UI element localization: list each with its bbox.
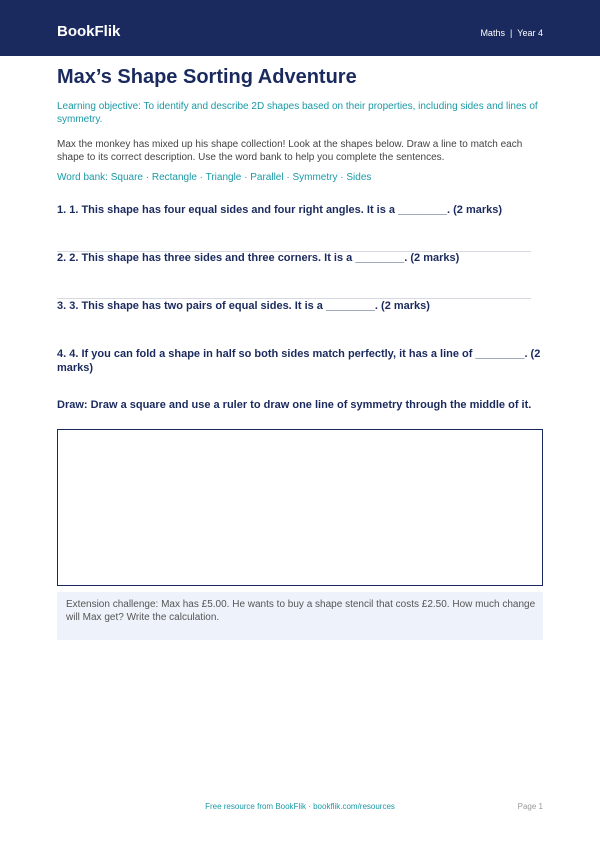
- question-3: 3. 3. This shape has two pairs of equal sides. It is a ________. (2 marks): [57, 300, 430, 312]
- intro-text: Max the monkey has mixed up his shape collection! Look at the shapes below. Draw a line to match each shape to its correct description. Use the word bank to help you complete the sentences.: [57, 139, 523, 163]
- word-bank: Word bank: Square · Rectangle · Triangle · Parallel · Symmetry · Sides: [57, 172, 372, 183]
- question-1: 1. 1. This shape has four equal sides and four right angles. It is a ________. (2 marks): [57, 204, 503, 216]
- header-bar: [0, 0, 600, 56]
- question-2: 2. 2. This shape has three sides and three corners. It is a ________. (2 marks): [57, 252, 460, 264]
- page-number: Page 1: [517, 802, 543, 811]
- drawing-area[interactable]: [57, 429, 543, 586]
- extension-challenge-text: Extension challenge: Max has £5.00. He wants to buy a shape stencil that costs £2.50. How much change will Max get? Write the calculation.: [66, 599, 536, 623]
- subject-label: Maths: [480, 28, 505, 38]
- separator: |: [509, 28, 513, 38]
- brand-logo[interactable]: BookFlik: [57, 23, 121, 40]
- extension-challenge-box: [57, 592, 543, 640]
- page-title: Max’s Shape Sorting Adventure: [57, 66, 357, 88]
- footer-link[interactable]: Free resource from BookFlik · bookflik.com/resources: [205, 802, 395, 811]
- draw-instruction: Draw: Draw a square and use a ruler to draw one line of symmetry through the middle of it.: [57, 399, 532, 411]
- subject-year-label: [480, 28, 543, 38]
- learning-objective: Learning objective: To identify and describe 2D shapes based on their properties, including sides and lines of symmetry.: [57, 101, 538, 125]
- year-label: Year 4: [517, 28, 543, 38]
- question-4: 4. 4. If you can fold a shape in half so both sides match perfectly, it has a line of ________. (2 marks): [57, 348, 541, 374]
